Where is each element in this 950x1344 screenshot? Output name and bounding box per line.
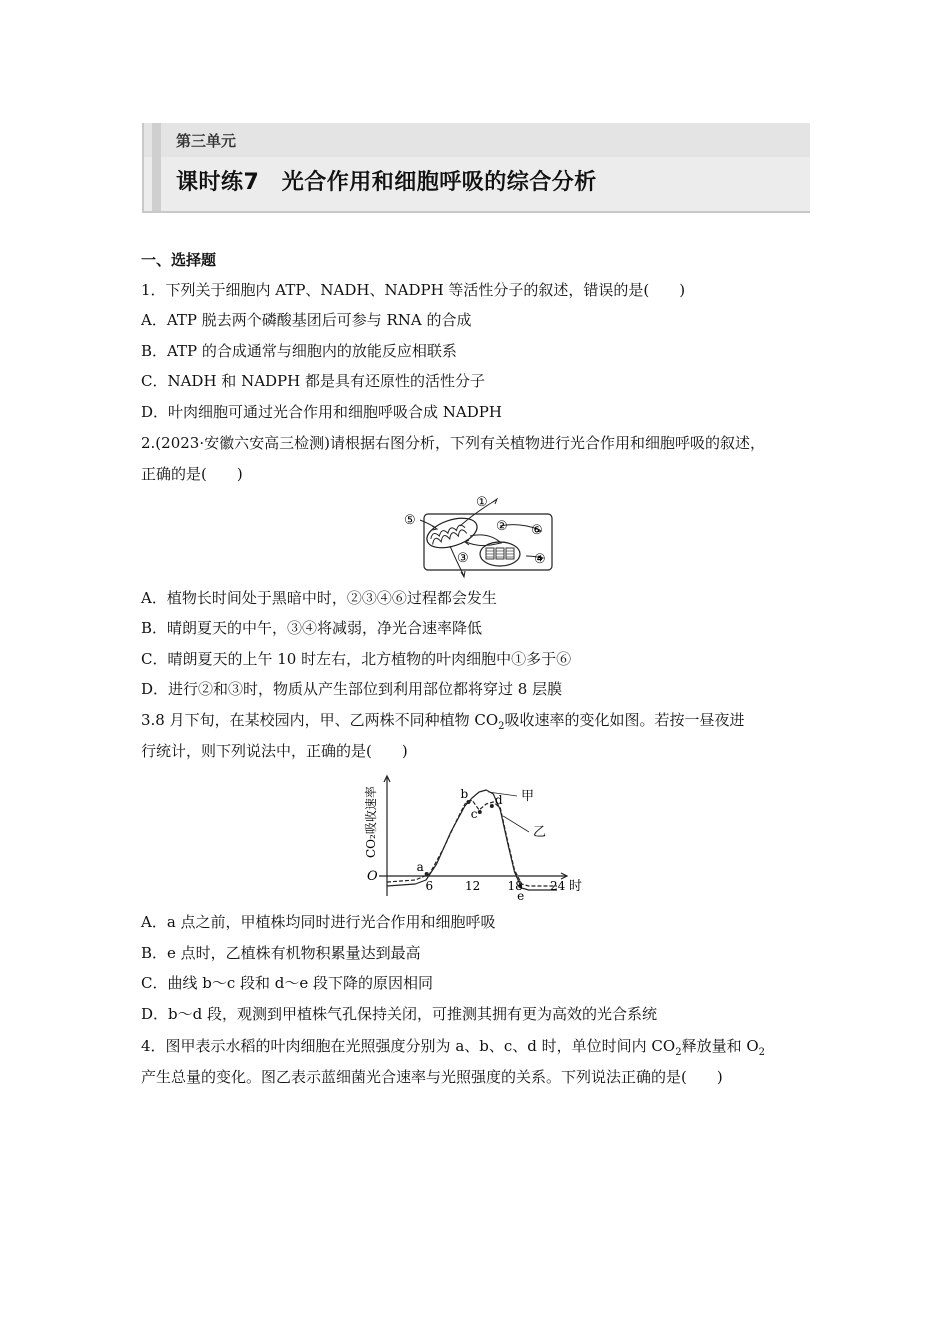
q3-option-d: D．b～d 段，观测到甲植株气孔保持关闭，可推测其拥有更为高效的光合系统 (141, 1005, 658, 1023)
header-accent-bar (152, 123, 161, 213)
q1-stem: 1．下列关于细胞内 ATP、NADH、NADPH 等活性分子的叙述，错误的是( ) (141, 281, 686, 299)
chart-series (387, 789, 557, 890)
diagram-label-4: ④ (534, 552, 546, 567)
q1-option-a: A．ATP 脱去两个磷酸基团后可参与 RNA 的合成 (141, 311, 472, 329)
point-c (478, 810, 482, 814)
chart-labels (363, 786, 582, 894)
series-2-leader (503, 816, 529, 832)
diagram-label-6: ⑥ (531, 523, 543, 538)
diagram-label-3: ③ (457, 551, 469, 566)
series-label-2: 乙 (533, 825, 547, 840)
page-title: 课时练7 光合作用和细胞呼吸的综合分析 (176, 170, 597, 195)
series-line-2 (387, 790, 557, 890)
diagram-label-1: ① (476, 495, 488, 510)
q4-stem-sub2: 2 (758, 1047, 766, 1058)
q3-co2-chart (355, 772, 595, 904)
q2-stem-line1: 2.(2023·安徽六安高三检测)请根据右图分析，下列有关植物进行光合作用和细胞呼吸的叙述， (141, 434, 765, 452)
q2-option-d: D．进行②和③时，物质从产生部位到利用部位都将穿过 8 层膜 (141, 680, 563, 698)
x-axis-label: 时 (569, 879, 583, 894)
section-heading: 一、选择题 (141, 251, 217, 269)
q2-option-c: C．晴朗夏天的上午 10 时左右，北方植物的叶肉细胞中①多于⑥ (141, 650, 572, 668)
point-d (490, 804, 494, 808)
header-bottom-rule (142, 211, 810, 213)
q3-stem-line2: 行统计，则下列说法中，正确的是( ) (141, 742, 408, 760)
diagram-label-5: ⑤ (404, 513, 416, 528)
q1-option-c: C．NADH 和 NADPH 都是具有还原性的活性分子 (141, 372, 486, 390)
q2-stem-line2: 正确的是( ) (141, 465, 243, 483)
y-axis-label: CO₂吸收速率 (364, 786, 378, 858)
point-a (425, 872, 429, 876)
series-label-1: 甲 (521, 789, 535, 804)
q2-option-b: B．晴朗夏天的中午，③④将减弱，净光合速率降低 (141, 619, 483, 637)
q3-stem-sub: 2 (498, 721, 505, 732)
q3-stem-line1 (141, 710, 745, 737)
point-label-c: c (470, 807, 478, 821)
q3-stem-post: 吸收速率的变化如图。若按一昼夜进 (504, 711, 745, 729)
q1-option-b: B．ATP 的合成通常与细胞内的放能反应相联系 (141, 342, 457, 360)
q4-stem-mid: 释放量和 O (681, 1037, 759, 1055)
q2-cell-diagram (400, 490, 560, 580)
q4-stem-pre: 4．图甲表示水稻的叶肉细胞在光照强度分别为 a、b、c、d 时，单位时间内 CO (141, 1037, 676, 1055)
point-label-d: d (494, 793, 503, 807)
point-label-b: b (460, 787, 469, 801)
header-left-line (142, 123, 144, 213)
mitochondrion-icon (423, 513, 480, 554)
q3-option-c: C．曲线 b～c 段和 d～e 段下降的原因相同 (141, 974, 434, 992)
q3-option-b: B．e 点时，乙植株有机物积累量达到最高 (141, 944, 421, 962)
q2-option-a: A．植物长时间处于黑暗中时，②③④⑥过程都会发生 (141, 589, 497, 607)
x-tick-label-24: 24 (550, 879, 566, 893)
point-label-e: e (517, 889, 525, 903)
x-tick-label-18: 18 (507, 879, 523, 893)
header-top-strip (142, 123, 810, 157)
point-label-a: a (416, 860, 424, 874)
x-tick-label-12: 12 (465, 879, 481, 893)
q3-option-a: A．a 点之前，甲植株均同时进行光合作用和细胞呼吸 (141, 913, 496, 931)
x-tick-label-6: 6 (425, 879, 434, 893)
q4-stem-line2: 产生总量的变化。图乙表示蓝细菌光合速率与光照强度的关系。下列说法正确的是( ) (141, 1068, 723, 1086)
q3-stem-pre: 3.8 月下旬，在某校园内，甲、乙两株不同种植物 CO (141, 711, 499, 729)
unit-label: 第三单元 (176, 132, 237, 150)
q1-option-d: D．叶肉细胞可通过光合作用和细胞呼吸合成 NADPH (141, 403, 502, 421)
origin-label: O (367, 869, 378, 884)
q4-stem-line1 (141, 1036, 765, 1063)
q4-stem-sub: 2 (675, 1047, 682, 1058)
diagram-label-2: ② (496, 519, 508, 534)
